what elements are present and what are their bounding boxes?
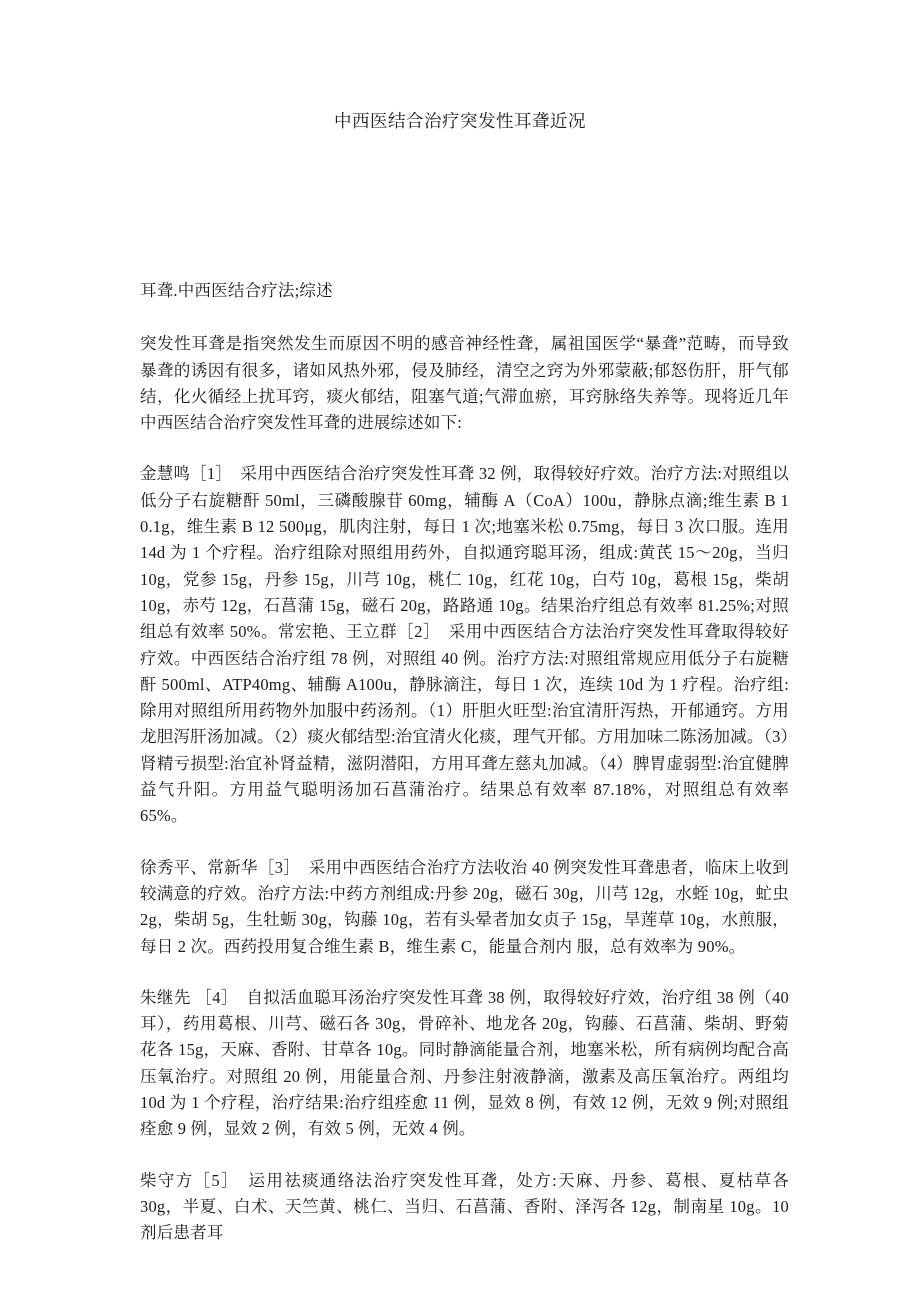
paragraph-study-1-2: 金慧鸣［1］ 采用中西医结合治疗突发性耳聋 32 例，取得较好疗效。治疗方法:对照组以低分子右旋糖酐 50ml，三磷酸腺苷 60mg，辅酶 A（CoA）100u，静脉点滴;维生素 B 1 0.1g，维生素 B 12 500μg，肌肉注射，每日 1 次;地塞米松 0.75mg，每日 3 次口服。连用 14d 为 1 个疗程。治疗组除对照组用药外，自拟通窍聪耳汤，组成:黄芪 15～20g，当归 10g，党参 15g，丹参 15g，川芎 10g，桃仁 10g，红花 10g，白芍 10g，葛根 15g，柴胡 10g，赤芍 12g，石菖蒲 15g，磁石 20g，路路通 10g。结果治疗组总有效率 81.25%;对照组总有效率 50%。常宏艳、王立群［2］ 采用中西医结合方法治疗突发性耳聋取得较好疗效。中西医结合治疗组 78 例，对照组 40 例。治疗方法:对照组常规应用低分子右旋糖酐 500ml、ATP40mg、辅酶 A100u，静脉滴注，每日 1 次，连续 10d 为 1 疗程。治疗组:除用对照组所用药物外加服中药汤剂。（1）肝胆火旺型:治宜清肝泻热，开郁通窍。方用龙胆泻肝汤加减。（2）痰火郁结型:治宜清火化痰，理气开郁。方用加味二陈汤加减。（3）肾精亏损型:治宜补肾益精，滋阴潜阳，方用耳聋左慈丸加减。（4）脾胃虚弱型:治宜健脾益气升阳。方用益气聪明汤加石菖蒲治疗。结果总有效率 87.18%，对照组总有效率 65%。 [140,464,789,826]
paragraph-study-4: 朱继先 ［4］ 自拟活血聪耳汤治疗突发性耳聋 38 例，取得较好疗效，治疗组 38 例（40 耳），药用葛根、川芎、磁石各 30g，骨碎补、地龙各 20g，钩藤、石菖蒲、柴胡、野菊花各 15g，天麻、香附、甘草各 10g。同时静滴能量合剂，地塞米松，所有病例均配合高压氧治疗。对照组 20 例，用能量合剂、丹参注射液静滴，激素及高压氧治疗。两组均 10d 为 1 个疗程，治疗结果:治疗组痊愈 11 例，显效 8 例，有效 12 例，无效 9 例;对照组痊愈 9 例，显效 2 例，有效 5 例，无效 4 例。 [140,987,789,1139]
document-title: 中西医结合治疗突发性耳聋近况 [334,111,586,131]
paragraph-intro: 突发性耳聋是指突然发生而原因不明的感音神经性聋，属祖国医学“暴聋”范畴，而导致暴聋的诱因有很多，诸如风热外邪，侵及肺经，清空之窍为外邪蒙蔽;郁怒伤肝，肝气郁结，化火循经上扰耳窍，痰火郁结，阻塞气道;气滞血瘀，耳窍脉络失养等。现将近几年中西医结合治疗突发性耳聋的进展综述如下: [140,334,789,433]
document-body [140,278,789,1272]
paragraph-study-5: 柴守方［5］ 运用祛痰通络法治疗突发性耳聋，处方:天麻、丹参、葛根、夏枯草各 30g，半夏、白术、天竺黄、桃仁、当归、石菖蒲、香附、泽泻各 12g，制南星 10g。10 剂后患者耳 [140,1170,789,1243]
paragraph-study-3: 徐秀平、常新华［3］ 采用中西医结合治疗方法收治 40 例突发性耳聋患者，临床上收到较满意的疗效。治疗方法:中药方剂组成:丹参 20g，磁石 30g，川芎 12g，水蛭 10g，虻虫 2g，柴胡 5g，生牡蛎 30g，钩藤 10g，若有头晕者加女贞子 15g，旱莲草 10g，水煎服，每日 2 次。西药投用复合维生素 B，维生素 C，能量合剂内 服，总有效率为 90%。 [140,857,789,956]
keywords-line: 耳聋.中西医结合疗法;综述 [140,281,333,300]
